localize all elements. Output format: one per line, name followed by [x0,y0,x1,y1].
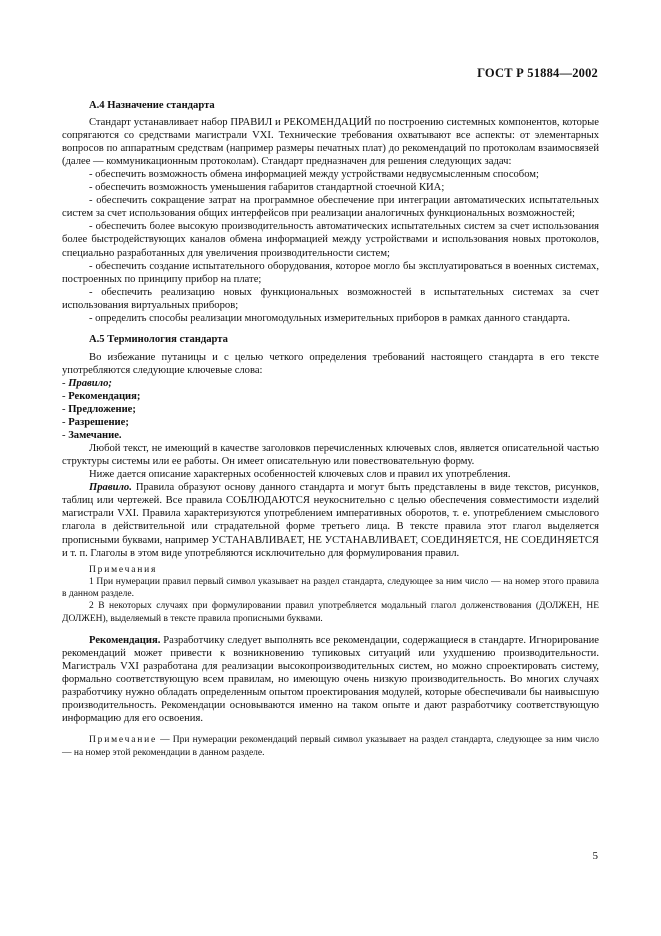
task-item: - обеспечить создание испытательного оборудования, которое могло бы эксплуатироваться в военных системах, построенных по принципу прибор на плате; [62,260,599,285]
section-heading-a4: А.4 Назначение стандарта [89,100,215,111]
page-content [62,96,599,759]
keyword-proposal: Предложение; [68,404,136,416]
task-item: - обеспечить возможность обмена информацией между устройствами недвусмысленным способом; [89,169,539,181]
paragraph: Ниже дается описание характерных особенностей ключевых слов и правил их употребления. [89,469,511,481]
paragraph: Во избежание путаницы и с целью четкого определения требований настоящего стандарта в его тексте употребляются следующие ключевые слова: [62,351,599,376]
keyword-item [62,403,599,416]
document-header: ГОСТ Р 51884—2002 [477,66,598,80]
task-item: - определить способы реализации многомодульных измерительных приборов в рамках данного стандарта. [89,312,571,324]
keyword-item [62,429,599,442]
final-note [62,734,599,759]
keyword-item [62,390,599,403]
paragraph: Стандарт устанавливает набор ПРАВИЛ и РЕКОМЕНДАЦИЙ по построению системных компонентов, которые сопрягаются со средствами магистрали VXI. Технические требования охватывают все аспекты: от элементарных вопросов по аппаратным средствам (например размеры печатных плат) до рекомендаций по протоколам взаимосвязей (далее — коммуникационным протоколам). Стандарт предназначен для решения следующих задач: [62,117,599,168]
keyword-item [62,416,599,429]
rule-text: Правила образуют основу данного стандарта и могут быть представлены в виде текстов, рисунков, таблиц или чертежей. Все правила СОБЛЮДАЮТСЯ неукоснительно с целью обеспечения совместимости изделий магистрали VXI. Правила характеризуются употреблением императивных оборотов, т. е. употреблением смыслового глагола в действительной или страдательной форме третьего лица. В тексте правила этот глагол выделяется прописными буквами, например УСТАНАВЛИВАЕТ, НЕ УСТАНАВЛИВАЕТ, СОЕДИНЯЕТСЯ, НЕ СОЕДИНЯЕТСЯ и т. п. Глаголы в этом виде употребляются исключительно для формулирования правил. [62,482,599,559]
keyword-permission: Разрешение; [68,417,129,429]
dash: - [62,430,69,442]
paragraph: Любой текст, не имеющий в качестве заголовков перечисленных ключевых слов, является описательной частью структуры системы или ее работы. Он имеет описательную или повествовательную форму. [62,443,599,468]
task-item: - обеспечить сокращение затрат на программное обеспечение при интеграции автоматических испытательных систем за счет использования общих интерфейсов при реализации аналогичных функциональных возможностей; [62,195,599,220]
recommendation-term: Рекомендация. [89,635,161,647]
dash: - [62,390,69,402]
keyword-item [62,377,599,390]
note-item: 1 При нумерации правил первый символ указывает на раздел стандарта, следующее за ним число — на номер этого правила в данном разделе. [62,576,599,600]
page-number: 5 [592,850,598,862]
task-item: - обеспечить возможность уменьшения габаритов стандартной стоечной КИА; [89,182,445,194]
keyword-recommendation: Рекомендация; [68,390,141,402]
final-note-text: — При нумерации рекомендаций первый символ указывает на раздел стандарта, следующее за ним число — на номер этой рекомендации в данном разделе. [62,735,599,758]
recommendation-paragraph [62,634,599,725]
final-note-label: Примечание [89,735,158,746]
dash: - [62,404,69,416]
dash: - [62,417,69,429]
task-item: - обеспечить более высокую производительность автоматических испытательных систем за счет использования более быстродействующих каналов обмена информацией между устройствами и использования новых протоколов, специально разработанных для увеличения производительности систем; [62,221,599,259]
dash: - [62,377,69,389]
recommendation-text: Разработчику следует выполнять все рекомендации, содержащиеся в стандарте. Игнорирование рекомендаций может привести к возникновению тупиковых ситуаций или ухудшению производительности. Магистраль VXI разработана для реализации высокопроизводительных систем, но можно спроектировать систему, формально соответствующую всем правилам, но имеющую очень низкую производительность. Во многих случаях разработчику нужно обладать определенным опытом проектирования модулей, которые обеспечивали бы наивысшую производительность. Рекомендации основываются именно на таком опыте и дают разработчику соответствующую информацию для его освоения. [62,635,599,725]
note-item: 2 В некоторых случаях при формулировании правил употребляется модальный глагол долженствования (ДОЛЖЕН, НЕ ДОЛЖЕН), выделяемый в тексте правила прописными буквами. [62,601,599,624]
notes-title: Примечания [89,564,158,575]
rule-paragraph [62,481,599,559]
rule-term: Правило. [89,482,132,494]
section-heading-a5: А.5 Терминология стандарта [89,333,228,345]
keyword-remark: Замечание. [68,430,122,442]
keyword-rule: Правило; [68,377,112,389]
task-item: - обеспечить реализацию новых функциональных возможностей в испытательных системах за счет использования виртуальных приборов; [62,286,599,311]
